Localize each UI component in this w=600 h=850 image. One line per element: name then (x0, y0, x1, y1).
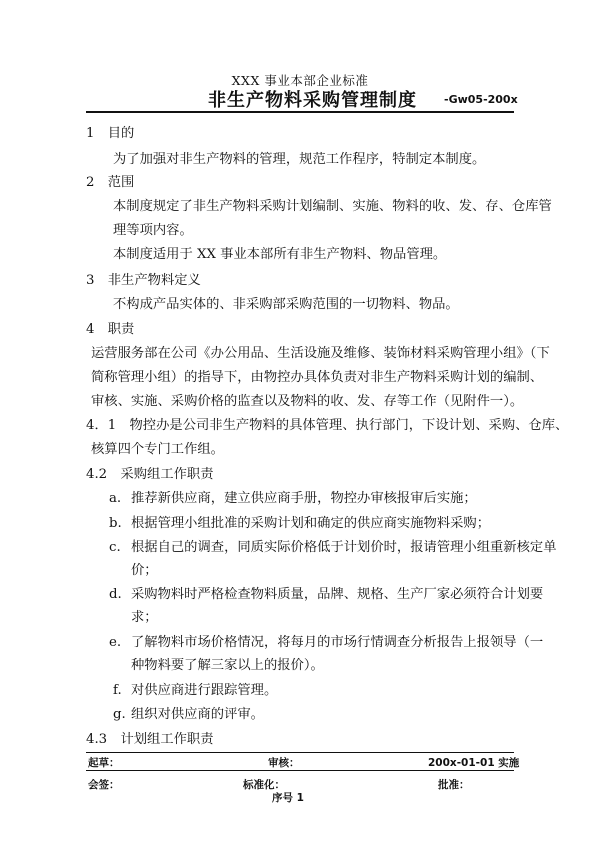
list-item-label: g. (113, 707, 126, 722)
list-item-label: a. (109, 491, 122, 506)
header-rule (86, 111, 514, 113)
section-2-heading: 2 范围 (86, 175, 135, 190)
document-code: -Gw05-200x (444, 93, 518, 106)
section-4-1-line: 核算四个专门工作组。 (91, 442, 224, 457)
list-item-text: 求； (131, 610, 158, 625)
section-2-text-line: 理等项内容。 (113, 223, 193, 238)
list-item-text: 推荐新供应商，建立供应商手册，物控办审核报审后实施； (131, 491, 477, 506)
list-item-label: e. (109, 635, 122, 650)
section-4-2-heading: 4.2 采购组工作职责 (86, 467, 214, 482)
serial-number: 序号 1 (272, 792, 304, 804)
list-item-label: d. (109, 587, 122, 602)
footer-rule (86, 752, 514, 753)
list-item-text: 采购物料时严格检查物料质量，品牌、规格、生产厂家必须符合计划要 (131, 587, 544, 602)
section-3-heading: 3 非生产物料定义 (86, 273, 201, 288)
list-item-label: b. (109, 516, 122, 531)
list-item-text: 根据自己的调查，同质实际价格低于计划价时，报请管理小组重新核定单 (131, 540, 557, 555)
document-title: 非生产物料采购管理制度 (208, 90, 417, 111)
list-item-text: 种物料要了解三家以上的报价）。 (131, 658, 324, 673)
section-4-text-line: 简称管理小组）的指导下，由物控办具体负责对非生产物料采购计划的编制、 (91, 370, 544, 385)
list-item-label: f. (113, 683, 122, 698)
section-3-text: 不构成产品实体的、非采购部采购范围的一切物料、物品。 (113, 297, 459, 312)
section-4-1-line: 4．1 物控办是公司非生产物料的具体管理、执行部门，下设计划、采购、仓库、 (86, 418, 569, 433)
standardize-label: 标准化： (243, 779, 285, 791)
section-2-text-line: 本制度适用于 XX 事业本部所有非生产物料、物品管理。 (113, 247, 447, 262)
countersign-label: 会签： (88, 779, 120, 791)
list-item-text: 了解物料市场价格情况，将每月的市场行情调查分析报告上报领导（一 (131, 635, 544, 650)
section-1-heading: 1 目的 (86, 126, 135, 141)
list-item-text: 对供应商进行跟踪管理。 (131, 683, 278, 698)
section-4-text-line: 运营服务部在公司《办公用品、生活设施及维修、装饰材料采购管理小组》（下 (91, 346, 550, 361)
list-item-text: 根据管理小组批准的采购计划和确定的供应商实施物料采购； (131, 516, 491, 531)
list-item-text: 价； (131, 563, 158, 578)
standard-name: XXX 事业本部企业标准 (231, 73, 369, 88)
section-4-3-heading: 4.3 计划组工作职责 (86, 732, 214, 747)
reviewer-label: 审核： (268, 757, 300, 769)
approve-label: 批准： (438, 779, 470, 791)
section-4-heading: 4 职责 (86, 322, 135, 337)
footer-rule (86, 770, 514, 771)
list-item-label: c. (109, 540, 121, 555)
section-4-text-line: 审核、实施、采购价格的监查以及物料的收、发、存等工作（见附件一）。 (91, 394, 524, 409)
section-2-text-line: 本制度规定了非生产物料采购计划编制、实施、物料的收、发、存、仓库管 (113, 199, 552, 214)
list-item-text: 组织对供应商的评审。 (131, 707, 264, 722)
section-1-text: 为了加强对非生产物料的管理，规范工作程序，特制定本制度。 (113, 152, 486, 167)
drafter-label: 起草： (88, 757, 120, 769)
effective-date: 200x-01-01 实施 (428, 757, 520, 769)
